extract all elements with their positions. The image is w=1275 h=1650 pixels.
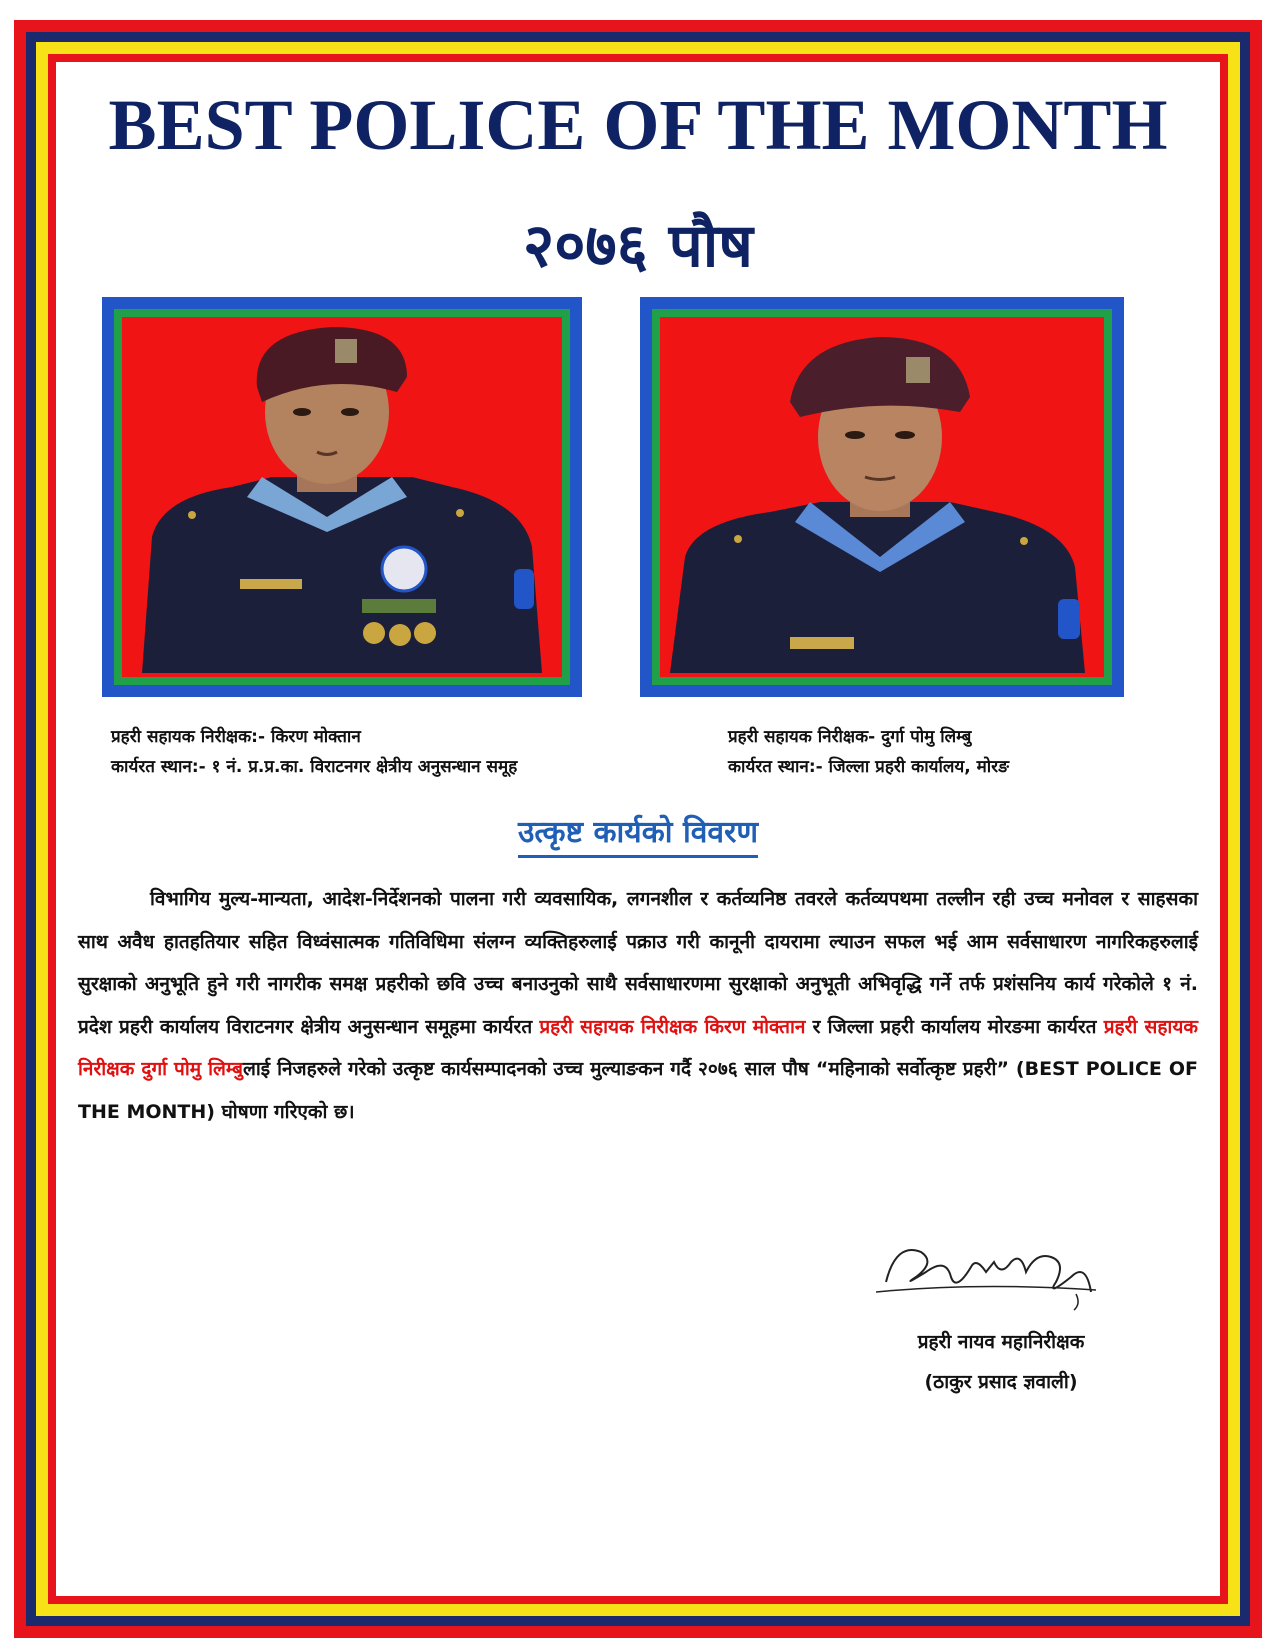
section-heading-text: उत्कृष्ट कार्यको विवरण [518,810,758,858]
citation-text: लाई निजहरुले गरेको उत्कृष्ट कार्यसम्पादनको उच्च मुल्याङकन गर्दै २०७६ साल पौष “महिनाको सर्वोत्कृष्ट प्रहरी” (BEST POLICE OF THE MONTH) घोषणा गरिएको छ। [78,1058,1198,1123]
citation-paragraph [78,878,1198,1133]
signature-icon [876,1232,1106,1312]
citation-text: विभागिय मुल्य-मान्यता, आदेश-निर्देशनको पालना गरी व्यवसायिक, लगनशील र कर्तव्यनिष्ठ तवरले कर्तव्यपथमा तल्लीन रही उच्च मनोवल र साहसका साथ अवैध हातहतियार सहित विध्वंसात्मक गतिविधिमा संलग्न व्यक्तिहरुलाई पक्राउ गरी कानूनी दायरामा ल्याउन सफल भई आम सर्वसाधारण नागरिकहरुलाई सुरक्षाको अनुभूति हुने गरी नागरीक समक्ष प्रहरीको छवि उच्च बनाउनुको साथै सर्वसाधारणमा सुरक्षाको अनुभूती अभिवृद्धि गर्ने तर्फ प्रशंसनिय कार्य गरेकोले १ नं. प्रदेश प्रहरी कार्यालय विराटनगर क्षेत्रीय अनुसन्धान समूहमा कार्यरत [78,888,1198,1038]
citation-text: र जिल्ला प्रहरी कार्यालय मोरङमा कार्यरत [805,1015,1104,1038]
officer-workplace: कार्यरत स्थान:- १ नं. प्र.प्र.का. विराटनगर क्षेत्रीय अनुसन्धान समूह [111,757,518,777]
page-title: BEST POLICE OF THE MONTH [108,85,1168,165]
officer-photo-right [640,297,1124,697]
officer-photo-left [102,297,582,697]
officer-rank-name: प्रहरी सहायक निरीक्षक- दुर्गा पोमु लिम्बु [728,727,972,747]
section-heading [56,810,1220,858]
officer-workplace: कार्यरत स्थान:- जिल्ला प्रहरी कार्यालय, मोरङ [728,757,1009,777]
officer-portrait-icon [122,317,558,673]
highlighted-officer-name: प्रहरी सहायक निरीक्षक दुर्गा पोमु लिम्बु [78,1015,1198,1080]
month-subtitle: २०७६ पौष [523,211,753,281]
highlighted-officer-name: प्रहरी सहायक निरीक्षक किरण मोक्तान [539,1015,806,1038]
signatory-name: (ठाकुर प्रसाद ज्ञवाली) [924,1371,1078,1393]
signatory-block [836,1322,1166,1402]
officer-caption-right [728,722,1009,782]
signatory-designation: प्रहरी नायव महानिरीक्षक [917,1331,1085,1353]
officer-caption-left [111,722,517,782]
certificate-content [56,62,1220,1596]
officer-portrait-icon [660,317,1100,673]
officer-rank-name: प्रहरी सहायक निरीक्षक:- किरण मोक्तान [111,727,361,747]
